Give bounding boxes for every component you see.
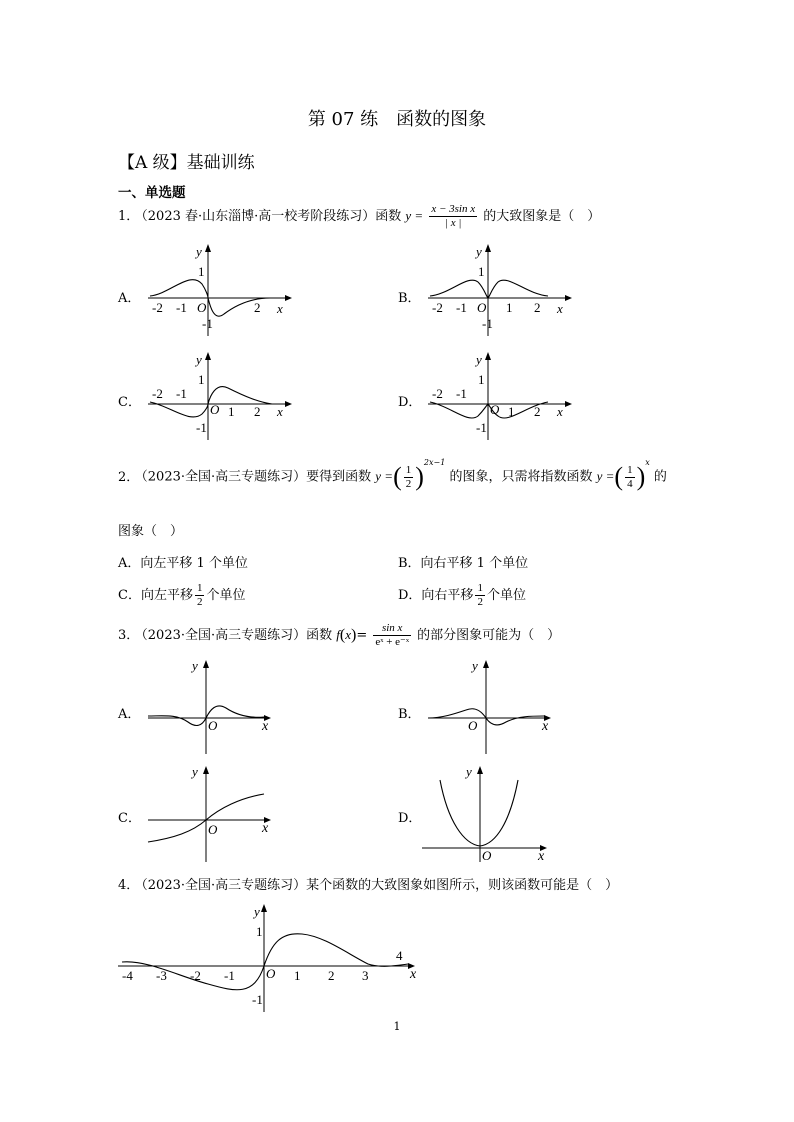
q3-graph-b (424, 656, 559, 756)
tick-label: -1 (456, 386, 467, 401)
tick-label: 1 (198, 372, 205, 387)
question-2-line-2: 图象（ ） (118, 524, 184, 539)
tick-label: -1 (476, 420, 487, 435)
tick-label: -1 (196, 420, 207, 435)
fraction-numerator: 1 (627, 463, 633, 476)
fraction-numerator: x − 3sin x (431, 203, 476, 215)
tick-label: -1 (202, 316, 213, 331)
question-3: 3． （2023·全国·高三专题练习）函数 f(x)= $\frac{\text{sin x}}{\text{eˣ + e⁻ˣ}}$ 的部分图象可能为（ ） (118, 622, 561, 648)
fraction (429, 203, 477, 230)
x-axis-label: x (277, 301, 283, 316)
question-2: 2． （2023·全国·高三专题练习）要得到函数 y =( $\frac{1}{2}$ )$^{2x-1}$ 的图象，只需将指数函数 y =( $\frac{1}{4}$ )$^x$ 的 (118, 458, 667, 491)
question-number: 2． (118, 469, 140, 485)
option-text: 个单位 (206, 588, 246, 603)
tick-label: -2 (152, 300, 163, 315)
math-expression: y = (596, 468, 615, 484)
y-axis-label: y (192, 764, 198, 779)
q3-graph-a (144, 656, 279, 756)
fraction-numerator: sin x (373, 622, 411, 636)
fraction-denominator: 2 (405, 477, 412, 490)
option-text: C．向左平移 (118, 588, 193, 603)
q3-option-c-label: C． (118, 811, 141, 826)
question-number: 4． (118, 878, 140, 893)
fraction-denominator: 2 (196, 596, 203, 608)
y-axis-label: y (196, 352, 202, 367)
tick-label: -4 (122, 968, 133, 983)
q3-option-d-label: D． (398, 811, 422, 826)
q2-option-b: B．向右平移 1 个单位 (398, 556, 529, 571)
tick-label: 1 (228, 404, 235, 419)
fraction-denominator: | x | (445, 217, 462, 229)
fraction (475, 582, 485, 609)
option-text: 个单位 (486, 588, 526, 603)
question-4 (118, 874, 618, 893)
y-axis-label: y (476, 352, 482, 367)
fraction-denominator: eˣ + e⁻ˣ (375, 636, 410, 648)
x-axis-label: x (262, 719, 269, 734)
q2-option-a: A．向左平移 1 个单位 (118, 556, 248, 571)
tick-label: 1 (198, 264, 205, 279)
tick-label: -1 (252, 992, 263, 1007)
origin-label: O (197, 300, 207, 315)
tick-label: 1 (478, 372, 485, 387)
q1-option-b-label: B． (398, 291, 421, 306)
y-axis-label: y (254, 904, 260, 919)
x-axis-label: x (542, 719, 549, 734)
x-axis-label: x (410, 967, 417, 982)
question-text: 的图象，只需将指数函数 (449, 469, 593, 485)
tick-label: 1 (478, 264, 485, 279)
q3-graph-c (144, 762, 279, 864)
tick-label: 1 (506, 300, 513, 315)
fraction (195, 582, 205, 609)
tick-label: -2 (190, 968, 201, 983)
q1-option-c-label: C． (118, 395, 141, 410)
x-axis-label: x (557, 404, 563, 419)
tick-label: 1 (508, 404, 515, 419)
question-tail: 的部分图象可能为（ ） (417, 628, 561, 643)
origin-label: O (210, 402, 220, 417)
q1-graph-a (140, 240, 300, 340)
tick-label: -1 (224, 968, 235, 983)
tick-label: -1 (176, 300, 187, 315)
math-expression: f (336, 627, 340, 642)
x-axis-label: x (557, 301, 563, 316)
tick-label: -1 (176, 386, 187, 401)
exponent: 2x−1 (423, 458, 446, 468)
fraction (625, 464, 635, 491)
q1-graph-b (420, 240, 580, 340)
question-source: （2023·全国·高三专题练习）函数 (141, 628, 333, 643)
tick-label: -2 (432, 300, 443, 315)
q2-option-d (398, 582, 526, 609)
origin-label: O (468, 718, 478, 733)
q1-option-d-label: D． (398, 395, 422, 410)
question-source: （2023·全国·高三专题练习）要得到函数 (141, 469, 372, 485)
tick-label: 2 (328, 968, 335, 983)
tick-label: 2 (254, 300, 261, 315)
fraction-numerator: 1 (477, 582, 483, 594)
option-text: D．向右平移 (398, 588, 474, 603)
page-title: 第 07 练 函数的图象 (307, 109, 487, 130)
q1-graph-c (140, 348, 300, 444)
question-1 (118, 203, 600, 230)
x-axis-label: x (538, 849, 545, 864)
fraction (373, 622, 411, 649)
tick-label: 3 (362, 968, 369, 983)
y-axis-label: y (196, 244, 202, 259)
math-expression: x (345, 627, 352, 642)
q1-option-a-label: A． (118, 291, 141, 306)
question-number: 1． (118, 209, 140, 224)
tick-label: 2 (254, 404, 261, 419)
math-expression: = (356, 628, 368, 643)
fraction (404, 464, 414, 491)
tick-label: 1 (256, 924, 263, 939)
origin-label: O (208, 822, 218, 837)
origin-label: O (208, 718, 218, 733)
q3-option-b-label: B． (398, 707, 421, 722)
tick-label: -2 (432, 386, 443, 401)
question-text: （2023·全国·高三专题练习）某个函数的大致图象如图所示，则该函数可能是（ ） (141, 878, 619, 893)
fraction-numerator: 1 (196, 582, 203, 594)
question-tail: 的大致图象是（ ） (483, 209, 601, 224)
tick-label: 4 (396, 948, 403, 963)
q3-option-a-label: A． (118, 707, 141, 722)
subsection-heading: 一、单选题 (118, 185, 186, 201)
page-number: 1 (393, 1020, 401, 1033)
exponent: x (645, 458, 650, 468)
x-axis-label: x (262, 821, 269, 836)
y-axis-label: y (476, 244, 482, 259)
tick-label: -1 (456, 300, 467, 315)
y-axis-label: y (192, 658, 198, 673)
question-tail: 的 (653, 469, 667, 485)
tick-label: -3 (156, 968, 167, 983)
math-expression: y = (405, 208, 424, 223)
tick-label: -1 (482, 316, 493, 331)
q2-option-c (118, 582, 245, 609)
q1-graph-d (420, 348, 580, 444)
tick-label: 2 (534, 300, 541, 315)
origin-label: O (266, 966, 276, 981)
fraction-denominator: 2 (477, 596, 483, 608)
tick-label: 1 (294, 968, 301, 983)
y-axis-label: y (466, 764, 472, 779)
origin-label: O (482, 848, 492, 863)
y-axis-label: y (472, 658, 478, 673)
x-axis-label: x (277, 404, 283, 419)
origin-label: O (477, 300, 487, 315)
question-source: （2023 春·山东淄博·高一校考阶段练习）函数 (141, 209, 402, 224)
math-expression: y = (375, 468, 394, 484)
origin-label: O (490, 402, 500, 417)
q4-graph (118, 898, 428, 1016)
fraction-denominator: 4 (627, 477, 633, 490)
tick-label: -2 (152, 386, 163, 401)
tick-label: 2 (534, 404, 541, 419)
section-heading: 【A 级】基础训练 (118, 153, 255, 173)
fraction-numerator: 1 (405, 463, 412, 476)
question-number: 3． (118, 628, 140, 643)
q3-graph-d (418, 762, 558, 864)
